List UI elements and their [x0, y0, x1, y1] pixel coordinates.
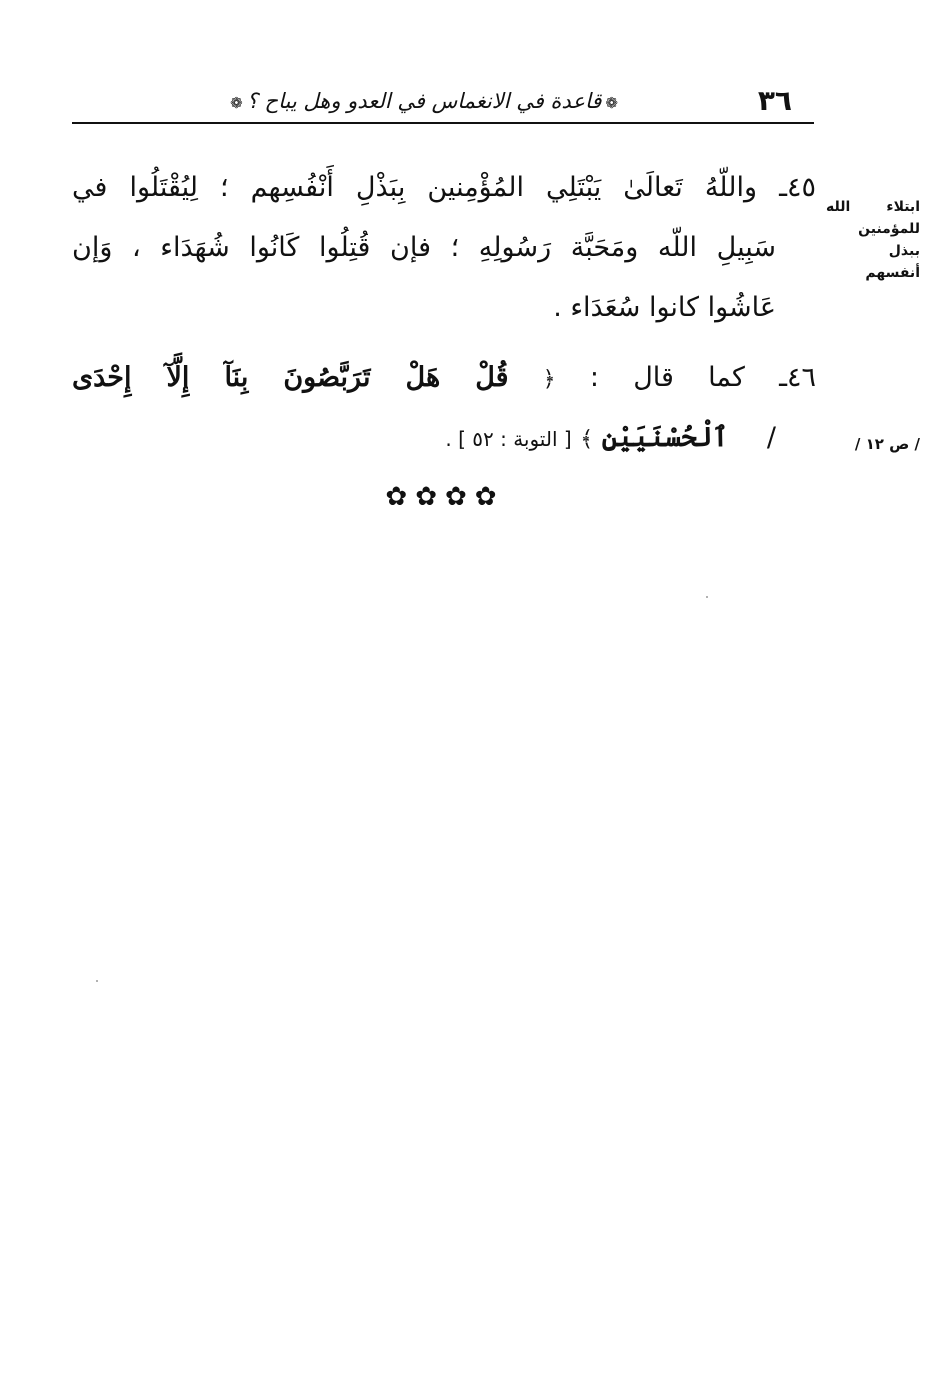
margin-note-line: للمؤمنين — [858, 221, 920, 237]
margin-note-line: أنفسهم — [865, 265, 920, 281]
quran-verse: ٱلْحُسْنَيَيْنِ — [601, 422, 729, 453]
scan-speck — [96, 980, 98, 982]
paragraph-45-line-3: عَاشُوا كانوا سُعَدَاء . — [553, 292, 776, 323]
scan-speck — [706, 596, 708, 598]
margin-note-line: ابتلاء الله — [826, 199, 920, 215]
margin-note — [826, 196, 920, 284]
paragraph-45-line-2: سَبِيلِ اللّه ومَحَبَّة رَسُولِهِ ؛ فإن قُتِلُوا كَانُوا شُهَدَاء ، وَإن — [72, 232, 776, 263]
flower-ornament-icon: ✿ — [385, 482, 416, 512]
paragraph-45-line-1 — [72, 158, 816, 218]
end-ornament — [360, 480, 530, 514]
page-break-mark: / — [766, 422, 776, 453]
verse-open-bracket: ﴿ — [542, 367, 556, 392]
flower-ornament-icon: ❁ — [230, 93, 243, 112]
quote-intro: كما قال : — [589, 362, 745, 393]
paragraph-46-line-2 — [445, 408, 776, 468]
flower-ornament-icon: ✿ — [474, 482, 505, 512]
flower-ornament-icon: ❁ — [605, 93, 618, 112]
running-header — [72, 78, 814, 124]
flower-ornament-icon: ✿ — [415, 482, 445, 512]
verse-citation: [ التوبة : ٥٢ ] . — [445, 427, 572, 451]
running-title-text: قاعدة في الانغماس في العدو وهل يباح ؟ — [246, 89, 602, 113]
quran-verse: قُلْ هَلْ تَرَبَّصُونَ بِنَآ إِلَّآ إِحْدَى — [72, 362, 509, 393]
margin-note-line: ببذل — [888, 243, 920, 259]
manuscript-page-reference: / ص ١٢ / — [854, 435, 920, 453]
paragraph-number: ٤٥ـ — [779, 172, 816, 203]
page-number: ٣٦ — [757, 84, 792, 117]
paragraph-46-line-1 — [72, 348, 816, 408]
flower-ornament-icon: ✿ — [445, 482, 475, 512]
running-title — [226, 86, 622, 118]
verse-close-bracket: ﴾ — [580, 427, 594, 452]
paragraph-text: واللّهُ تَعالَىٰ يَبْتَلِي المُؤْمِنين بِبَذْلِ أَنْفُسِهم ؛ لِيُقْتَلُوا في — [72, 172, 758, 203]
paragraph-number: ٤٦ـ — [779, 362, 816, 393]
header-rule — [72, 122, 814, 124]
